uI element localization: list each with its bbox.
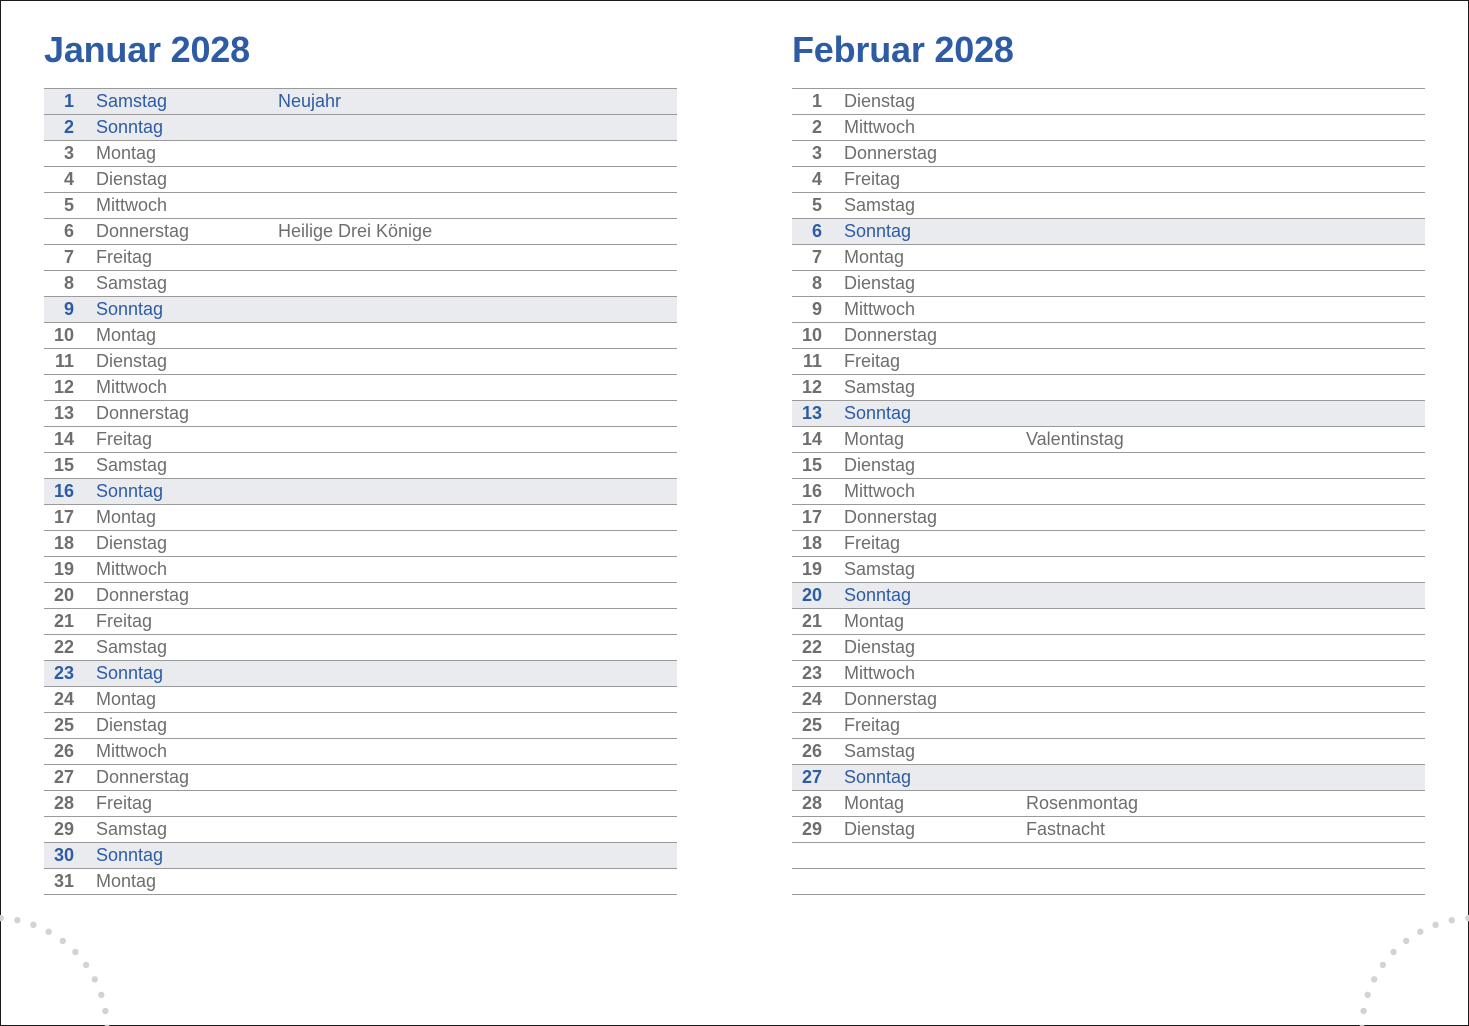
weekday: Samstag xyxy=(96,455,168,475)
holiday-note: Neujahr xyxy=(278,91,342,111)
day-row xyxy=(44,401,677,427)
day-row xyxy=(792,557,1425,583)
day-row xyxy=(792,765,1425,791)
day-row xyxy=(792,713,1425,739)
day-number: 28 xyxy=(801,793,822,813)
day-number: 9 xyxy=(811,299,822,319)
day-row xyxy=(792,297,1425,323)
day-number: 17 xyxy=(53,507,74,527)
day-row xyxy=(44,869,677,895)
weekday: Mittwoch xyxy=(844,481,916,501)
day-row xyxy=(792,193,1425,219)
day-number: 26 xyxy=(801,741,822,761)
decorative-dot xyxy=(46,929,52,935)
weekday: Mittwoch xyxy=(96,559,168,579)
day-number: 25 xyxy=(801,715,822,735)
weekday: Samstag xyxy=(96,91,168,111)
day-number: 24 xyxy=(53,689,74,709)
weekday: Dienstag xyxy=(844,455,916,475)
day-number: 15 xyxy=(53,455,74,475)
decorative-dot xyxy=(1365,992,1371,998)
day-number: 14 xyxy=(53,429,74,449)
decorative-dots-right xyxy=(1349,905,1469,1026)
weekday: Dienstag xyxy=(96,351,168,371)
decorative-dot xyxy=(0,915,4,921)
day-row xyxy=(44,245,677,271)
day-number: 5 xyxy=(811,195,822,215)
weekday: Mittwoch xyxy=(844,663,916,683)
day-row xyxy=(792,245,1425,271)
day-number: 15 xyxy=(801,455,822,475)
day-number: 9 xyxy=(63,299,74,319)
day-number: 4 xyxy=(63,169,74,189)
day-row xyxy=(792,479,1425,505)
day-number: 21 xyxy=(801,611,822,631)
day-number: 22 xyxy=(801,637,822,657)
day-row xyxy=(44,531,677,557)
weekday: Mittwoch xyxy=(96,377,168,397)
weekday: Freitag xyxy=(96,247,153,267)
day-number: 29 xyxy=(53,819,74,839)
weekday: Mittwoch xyxy=(844,117,916,137)
weekday: Montag xyxy=(96,871,157,891)
day-row xyxy=(792,505,1425,531)
day-number: 23 xyxy=(801,663,822,683)
decorative-dot xyxy=(1465,915,1469,921)
day-number: 13 xyxy=(53,403,74,423)
holiday-note: Valentinstag xyxy=(1026,429,1124,449)
weekday: Montag xyxy=(96,507,157,527)
day-number: 1 xyxy=(63,91,74,111)
day-number: 17 xyxy=(801,507,822,527)
day-row xyxy=(44,817,677,843)
weekday: Freitag xyxy=(844,715,901,735)
weekday: Donnerstag xyxy=(96,221,190,241)
day-row xyxy=(44,557,677,583)
day-row xyxy=(44,375,677,401)
day-list xyxy=(44,88,677,895)
day-number: 12 xyxy=(53,377,74,397)
decorative-dot xyxy=(60,938,66,944)
holiday-note: Fastnacht xyxy=(1026,819,1106,839)
decorative-dot xyxy=(102,1008,108,1014)
day-row xyxy=(44,739,677,765)
day-row xyxy=(44,505,677,531)
day-number: 25 xyxy=(53,715,74,735)
decorative-dot xyxy=(98,992,104,998)
day-row xyxy=(44,193,677,219)
weekday: Freitag xyxy=(844,533,901,553)
day-row xyxy=(44,713,677,739)
day-row xyxy=(44,479,677,505)
day-number: 7 xyxy=(811,247,822,267)
decorative-dot xyxy=(83,962,89,968)
day-row xyxy=(792,583,1425,609)
day-number: 27 xyxy=(53,767,74,787)
weekday: Sonntag xyxy=(96,481,164,501)
month-february xyxy=(792,30,1425,895)
month-title: Februar 2028 xyxy=(792,29,1014,70)
day-list xyxy=(792,88,1425,895)
day-number: 12 xyxy=(801,377,822,397)
weekday: Sonntag xyxy=(96,845,164,865)
day-number: 19 xyxy=(801,559,822,579)
weekday: Mittwoch xyxy=(96,741,168,761)
day-row xyxy=(44,843,677,869)
day-number: 29 xyxy=(801,819,822,839)
day-row xyxy=(792,609,1425,635)
day-row xyxy=(44,765,677,791)
day-number: 13 xyxy=(801,403,822,423)
day-row xyxy=(792,141,1425,167)
day-number: 18 xyxy=(801,533,822,553)
weekday: Samstag xyxy=(844,377,916,397)
day-number: 28 xyxy=(53,793,74,813)
day-row xyxy=(44,427,677,453)
day-row xyxy=(44,687,677,713)
weekday: Freitag xyxy=(844,351,901,371)
day-row xyxy=(44,141,677,167)
decorative-dot xyxy=(30,922,36,928)
decorative-dot xyxy=(1360,1008,1366,1014)
day-row xyxy=(44,583,677,609)
day-number: 27 xyxy=(801,767,822,787)
weekday: Dienstag xyxy=(844,273,916,293)
weekday: Samstag xyxy=(844,559,916,579)
day-number: 18 xyxy=(53,533,74,553)
weekday: Dienstag xyxy=(844,637,916,657)
day-row xyxy=(792,739,1425,765)
weekday: Donnerstag xyxy=(96,585,190,605)
month-january xyxy=(44,30,677,895)
day-row xyxy=(44,609,677,635)
holiday-note: Rosenmontag xyxy=(1026,793,1139,813)
day-row xyxy=(44,167,677,193)
decorative-dot xyxy=(1403,938,1409,944)
day-number: 31 xyxy=(53,871,74,891)
day-row xyxy=(792,271,1425,297)
weekday: Samstag xyxy=(96,819,168,839)
day-number: 8 xyxy=(63,273,74,293)
day-number: 1 xyxy=(811,91,822,111)
decorative-dot xyxy=(14,917,20,923)
weekday: Dienstag xyxy=(844,91,916,111)
day-number: 3 xyxy=(811,143,822,163)
day-number: 20 xyxy=(53,585,74,605)
weekday: Dienstag xyxy=(96,533,168,553)
weekday: Freitag xyxy=(96,611,153,631)
day-row xyxy=(44,115,677,141)
day-row xyxy=(792,219,1425,245)
day-row xyxy=(792,531,1425,557)
day-number: 11 xyxy=(802,351,822,371)
holiday-note: Heilige Drei Könige xyxy=(278,221,433,241)
day-row xyxy=(792,115,1425,141)
weekday: Montag xyxy=(96,143,157,163)
decorative-dot xyxy=(1390,949,1396,955)
day-number: 22 xyxy=(53,637,74,657)
decorative-dot xyxy=(1371,976,1377,982)
weekday: Samstag xyxy=(96,273,168,293)
day-number: 16 xyxy=(53,481,74,501)
day-row xyxy=(792,687,1425,713)
weekday: Donnerstag xyxy=(844,689,938,709)
weekday: Mittwoch xyxy=(844,299,916,319)
weekday: Donnerstag xyxy=(844,143,938,163)
day-number: 6 xyxy=(811,221,822,241)
decorative-dot xyxy=(1449,917,1455,923)
day-row xyxy=(792,323,1425,349)
day-number: 20 xyxy=(801,585,822,605)
weekday: Sonntag xyxy=(96,663,164,683)
weekday: Sonntag xyxy=(844,585,912,605)
decorative-dot xyxy=(1380,962,1386,968)
day-row xyxy=(792,661,1425,687)
day-row xyxy=(792,453,1425,479)
weekday: Dienstag xyxy=(844,819,916,839)
decorative-dots-left xyxy=(0,905,120,1026)
day-number: 16 xyxy=(801,481,822,501)
weekday: Mittwoch xyxy=(96,195,168,215)
weekday: Sonntag xyxy=(844,403,912,423)
day-number: 2 xyxy=(63,117,74,137)
weekday: Freitag xyxy=(844,169,901,189)
day-number: 23 xyxy=(53,663,74,683)
weekday: Sonntag xyxy=(96,299,164,319)
day-number: 8 xyxy=(811,273,822,293)
day-row xyxy=(792,349,1425,375)
weekday: Montag xyxy=(844,429,905,449)
day-row xyxy=(792,843,1425,869)
day-row xyxy=(44,791,677,817)
day-row xyxy=(44,297,677,323)
day-row xyxy=(44,323,677,349)
weekday: Dienstag xyxy=(96,169,168,189)
day-number: 7 xyxy=(63,247,74,267)
day-number: 5 xyxy=(63,195,74,215)
day-row xyxy=(44,89,677,115)
day-row xyxy=(44,661,677,687)
day-row xyxy=(792,817,1425,843)
day-number: 21 xyxy=(53,611,74,631)
decorative-dot xyxy=(72,949,78,955)
day-row xyxy=(44,349,677,375)
day-number: 24 xyxy=(801,689,822,709)
day-number: 4 xyxy=(811,169,822,189)
day-row xyxy=(44,219,677,245)
day-row xyxy=(792,167,1425,193)
decorative-dot xyxy=(92,976,98,982)
decorative-dot xyxy=(1417,929,1423,935)
weekday: Sonntag xyxy=(844,767,912,787)
day-row xyxy=(792,401,1425,427)
day-row xyxy=(792,869,1425,895)
weekday: Samstag xyxy=(844,195,916,215)
day-row xyxy=(44,635,677,661)
day-row xyxy=(792,375,1425,401)
day-row xyxy=(44,453,677,479)
weekday: Samstag xyxy=(844,741,916,761)
weekday: Donnerstag xyxy=(844,507,938,527)
weekday: Freitag xyxy=(96,429,153,449)
weekday: Sonntag xyxy=(96,117,164,137)
day-number: 10 xyxy=(53,325,74,345)
day-number: 30 xyxy=(53,845,74,865)
day-row xyxy=(792,635,1425,661)
day-number: 3 xyxy=(63,143,74,163)
day-number: 19 xyxy=(53,559,74,579)
weekday: Donnerstag xyxy=(96,767,190,787)
day-number: 6 xyxy=(63,221,74,241)
day-number: 14 xyxy=(801,429,822,449)
weekday: Montag xyxy=(96,689,157,709)
weekday: Donnerstag xyxy=(844,325,938,345)
weekday: Montag xyxy=(844,611,905,631)
day-row xyxy=(792,89,1425,115)
day-row xyxy=(44,271,677,297)
weekday: Samstag xyxy=(96,637,168,657)
weekday: Freitag xyxy=(96,793,153,813)
decorative-dot xyxy=(1432,922,1438,928)
day-number: 10 xyxy=(801,325,822,345)
day-number: 2 xyxy=(811,117,822,137)
day-number: 26 xyxy=(53,741,74,761)
weekday: Montag xyxy=(844,247,905,267)
weekday: Dienstag xyxy=(96,715,168,735)
weekday: Montag xyxy=(844,793,905,813)
weekday: Sonntag xyxy=(844,221,912,241)
day-number: 11 xyxy=(54,351,74,371)
weekday: Donnerstag xyxy=(96,403,190,423)
day-row xyxy=(792,791,1425,817)
weekday: Montag xyxy=(96,325,157,345)
day-row xyxy=(792,427,1425,453)
month-title: Januar 2028 xyxy=(44,29,250,70)
